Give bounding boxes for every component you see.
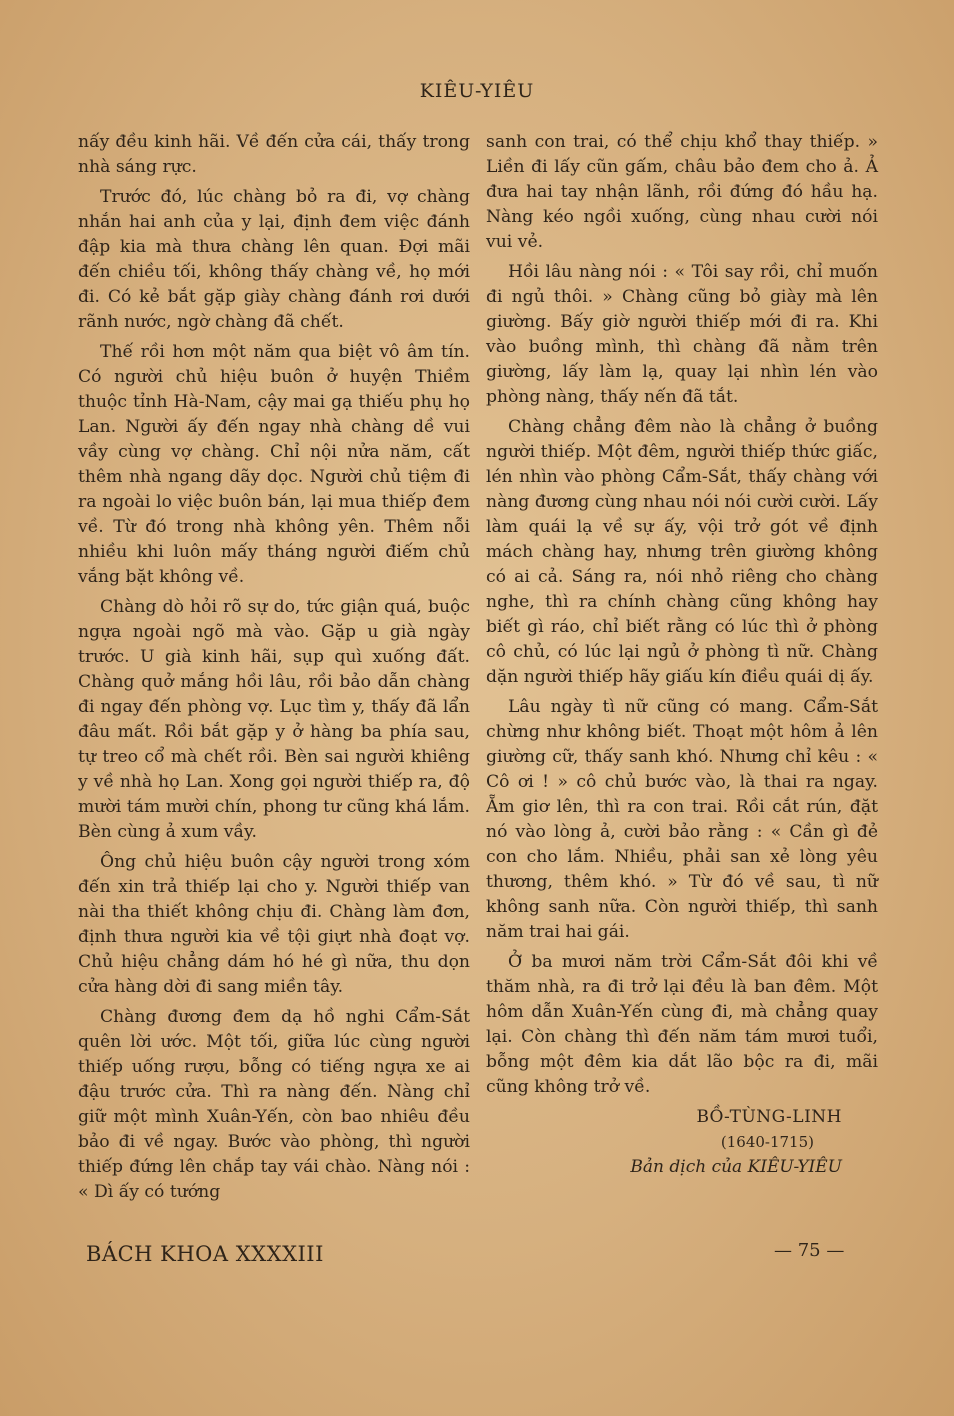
right-column-paragraphs <box>486 130 878 1100</box>
author-years: (1640-1715) <box>720 1133 814 1151</box>
paragraph: Ở ba mươi năm trời Cẩm-Sắt đôi khi về thăm nhà, ra đi trở lại đều là ban đêm. Một hôm dẫn Xuân-Yến cùng đi, mà chẳng quay lại. Còn chàng thì đến năm tám mươi tuổi, bỗng một đêm kia dắt lão bộc ra đi, mãi cũng không trở về. <box>486 952 878 1097</box>
author-name: BỒ-TÙNG-LINH <box>696 1107 842 1127</box>
paragraph: Ông chủ hiệu buôn cậy người trong xóm đến xin trả thiếp lại cho y. Người thiếp van nài tha thiết không chịu đi. Chàng làm đơn, định thưa người kia về tội giựt nhà đoạt vợ. Chủ hiệu chẳng dám hó hé gì nữa, thu dọn cửa hàng dời đi sang miền tây. <box>78 852 470 997</box>
paragraph: Chàng dò hỏi rõ sự do, tức giận quá, buộc ngựa ngoài ngõ mà vào. Gặp u già ngày trước. U già kinh hãi, sụp quì xuống đất. Chàng quở mắng hồi lâu, rồi bảo dẫn chàng đi ngay đến phòng vợ. Lục tìm y, thấy đã lẩn đâu mất. Rồi bắt gặp y ở hàng ba phía sau, tự treo cổ mà chết rồi. Bèn sai người khiêng y về nhà họ Lan. Xong gọi người thiếp ra, độ mười tám mười chín, phong tư cũng khá lắm. Bèn cùng ả xum vầy. <box>78 597 470 842</box>
right-column <box>486 130 878 1180</box>
magazine-issue: BÁCH KHOA XXXXIII <box>86 1242 324 1266</box>
paragraph: Chàng đương đem dạ hồ nghi Cẩm-Sắt quên lời ước. Một tối, giữa lúc cùng người thiếp uống rượu, bỗng có tiếng ngựa xe ai đậu trước cửa. Thì ra nàng đến. Nàng chỉ giữ một mình Xuân-Yến, còn bao nhiêu đều bảo đi về ngay. Bước vào phòng, thì người thiếp đứng lên chắp tay vái chào. Nàng nói : « Dì ấy có tướng <box>78 1007 470 1202</box>
paragraph: Hồi lâu nàng nói : « Tôi say rồi, chỉ muốn đi ngủ thôi. » Chàng cũng bỏ giày mà lên giường. Bấy giờ người thiếp mới đi ra. Khi vào buồng mình, thì chàng đã nằm trên giường, lấy làm lạ, quay lại nhìn lén vào phòng nàng, thấy nến đã tắt. <box>486 262 878 407</box>
paragraph: sanh con trai, có thể chịu khổ thay thiếp. » Liền đi lấy cũn gấm, châu bảo đem cho ả. Ả đưa hai tay nhận lãnh, rồi đứng đó hầu hạ. Nàng kéo ngồi xuống, cùng nhau cười nói vui vẻ. <box>486 132 878 252</box>
translator-credit: Bản dịch của KIÊU-YIÊU <box>630 1157 842 1177</box>
left-column <box>78 130 470 1210</box>
paragraph: Thế rồi hơn một năm qua biệt vô âm tín. Có người chủ hiệu buôn ở huyện Thiềm thuộc tỉnh Hà-Nam, cậy mai gạ thiếu phụ họ Lan. Người ấy đến ngay nhà chàng dề vui vầy cùng vợ chàng. Chỉ nội nửa năm, cất thêm nhà ngang dãy dọc. Người chủ tiệm đi ra ngoài lo việc buôn bán, lại mua thiếp đem về. Từ đó trong nhà không yên. Thêm nỗi nhiều khi luôn mấy tháng người điếm chủ vắng bặt không về. <box>78 342 470 587</box>
paragraph: Trước đó, lúc chàng bỏ ra đi, vợ chàng nhắn hai anh của y lại, định đem việc đánh đập kia mà thưa chàng lên quan. Đợi mãi đến chiều tối, không thấy chàng về, họ mới đi. Có kẻ bắt gặp giày chàng đánh rơi dưới rãnh nước, ngờ chàng đã chết. <box>78 187 470 332</box>
paragraph: Chàng chẳng đêm nào là chẳng ở buồng người thiếp. Một đêm, người thiếp thức giấc, lén nhìn vào phòng Cẩm-Sắt, thấy chàng với nàng đương cùng nhau nói nói cười cười. Lấy làm quái lạ về sự ấy, vội trở gót về định mách chàng hay, nhưng trên giường không có ai cả. Sáng ra, nói nhỏ riêng cho chàng nghe, thì ra chính chàng cũng không hay biết gì ráo, chỉ biết rằng có lúc thì ở phòng cô chủ, có lúc lại ngủ ở phòng tì nữ. Chàng dặn người thiếp hãy giấu kín điều quái dị ấy. <box>486 417 878 687</box>
paragraph: Lâu ngày tì nữ cũng có mang. Cẩm-Sắt chừng như không biết. Thoạt một hôm ả lên giường cữ, thấy sanh khó. Nhưng chỉ kêu : « Cô ơi ! » cô chủ bước vào, là thai ra ngay. Ẵm giơ lên, thì ra con trai. Rồi cắt rún, đặt nó vào lòng ả, cười bảo rằng : « Cần gì đẻ con cho lắm. Nhiều, phải san xẻ lòng yêu thương, thêm khó. » Từ đó về sau, tì nữ không sanh nữa. Còn người thiếp, thì sanh năm trai hai gái. <box>486 697 878 942</box>
running-header: KIÊU-YIÊU <box>419 80 535 102</box>
paragraph: nấy đều kinh hãi. Về đến cửa cái, thấy trong nhà sáng rực. <box>78 132 470 177</box>
page-number: — 75 — <box>774 1240 845 1261</box>
signature-block <box>486 1105 878 1180</box>
